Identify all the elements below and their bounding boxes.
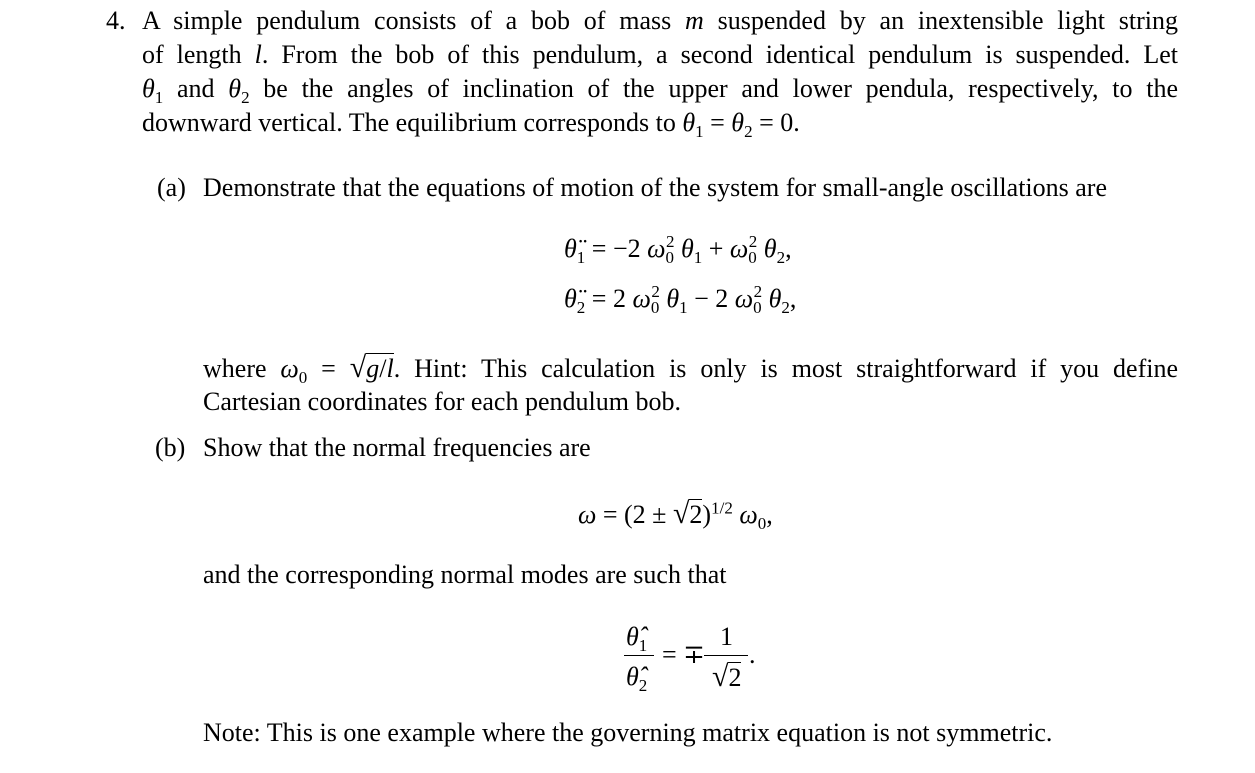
intro-line-1: A simple pendulum consists of a bob of mass m suspended by an inextensible light string <box>142 6 1178 35</box>
modes-lead: and the corresponding normal modes are such that <box>203 560 727 589</box>
part-a-hint-line-2: Cartesian coordinates for each pendulum bob. <box>203 387 681 416</box>
result-fraction-bar <box>704 655 748 656</box>
equation-theta1: $\thetä_1 = -2$ $\omega_0^2$ $\theta_1 + \omega_0^2$ $\theta_2$, <box>564 232 792 268</box>
part-b-lead: Show that the normal frequencies are <box>203 433 591 462</box>
note: Note: This is one example where the governing matrix equation is not symmetric. <box>203 718 1053 747</box>
ratio-numerator: $\thetâ_1$ <box>626 622 648 656</box>
part-a-hint-line-1: where $\omega_0 = √g/l$. Hint: This calculation is only is most straightforward if you define <box>203 351 1178 388</box>
intro-line-3: $\theta_1$ and $\theta_2$ be the angles of inclination of the upper and lower pendula, respectively, to the <box>142 74 1178 108</box>
frequency-equation: $\omega = (2 \pm √2)^{1/2}$ $\omega_0$, <box>578 497 773 534</box>
part-b-label: (b) <box>155 433 186 462</box>
result-denominator: √2 <box>712 660 742 693</box>
part-a-lead: Demonstrate that the equations of motion of the system for small-angle oscillations are <box>203 173 1107 202</box>
equation-theta2: $\thetä_2 = 2$ $\omega_0^2$ $\theta_1 - 2$ $\omega_0^2$ $\theta_2$, <box>564 282 797 318</box>
intro-line-4: downward vertical. The equilibrium corresponds to $\theta_1 = \theta_2 = 0$. <box>142 108 800 142</box>
part-a-label: (a) <box>157 173 186 202</box>
ratio-period: . <box>749 640 756 669</box>
intro-line-2: of length l. From the bob of this pendulum, a second identical pendulum is suspended. Let <box>142 40 1178 69</box>
ratio-denominator: $\thetâ_2$ <box>626 662 648 696</box>
result-numerator: 1 <box>720 622 733 651</box>
problem-number: 4. <box>106 6 126 35</box>
ratio-fraction-bar <box>624 655 654 656</box>
ratio-relation: = ∓ <box>662 640 705 669</box>
